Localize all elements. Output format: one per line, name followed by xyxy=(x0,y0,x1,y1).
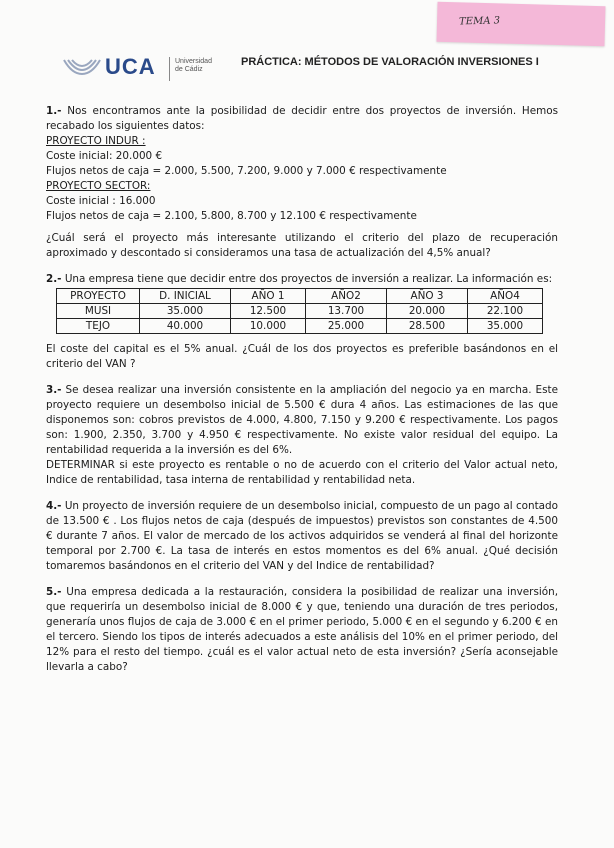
exercise-number: 3.- xyxy=(46,384,62,396)
table-cell: 28.500 xyxy=(387,319,468,334)
uca-emblem-icon xyxy=(62,56,102,76)
table-cell: 12.500 xyxy=(231,304,306,319)
exercise-task: DETERMINAR si este proyecto es rentable o no de acuerdo con el criterio del Valor actual neto, Indice de rentabilidad, tasa interna de rentabilidad y rentabilidad neta. xyxy=(46,459,558,486)
table-header-cell: AÑO 1 xyxy=(231,289,306,304)
table-cell: 10.000 xyxy=(231,319,306,334)
table-header-cell: PROYECTO xyxy=(57,289,140,304)
table-cell: 13.700 xyxy=(306,304,387,319)
table-cell: 35.000 xyxy=(468,319,543,334)
table-cell: MUSI xyxy=(57,304,140,319)
project-2-name: PROYECTO SECTOR: xyxy=(46,180,151,192)
sticky-note-text: TEMA 3 xyxy=(458,15,501,28)
table-cell: 35.000 xyxy=(140,304,231,319)
exercise-3 xyxy=(46,383,558,488)
table-header-cell: AÑO4 xyxy=(468,289,543,304)
table-header-cell: D. INICIAL xyxy=(140,289,231,304)
exercise-text: Un proyecto de inversión requiere de un desembolso inicial, compuesto de un pago al contado de 13.500 € . Los flujos netos de caja (después de impuestos) previstos son constantes de 4.500 € durante 7 años. El valor de mercado de los activos adquiridos se venderá al final del horizonte temporal por 2.700 €. La tasa de interés en estos momentos es del 6% anual. ¿Qué decisión tomaremos basándonos en el criterio del VAN y del Indice de rentabilidad? xyxy=(46,500,558,572)
exercise-1 xyxy=(46,104,558,261)
exercise-number: 5.- xyxy=(46,586,62,598)
exercise-question: El coste del capital es el 5% anual. ¿Cuál de los dos proyectos es preferible basándonos en el criterio del VAN ? xyxy=(46,343,558,370)
exercise-5 xyxy=(46,585,558,675)
table-cell: 40.000 xyxy=(140,319,231,334)
logo-divider xyxy=(169,57,170,81)
sticky-note xyxy=(437,2,606,46)
table-row xyxy=(57,304,543,319)
exercise-number: 4.- xyxy=(46,500,62,512)
exercise-2 xyxy=(46,272,558,372)
exercise-text: Se desea realizar una inversión consistente en la ampliación del negocio ya en marcha. Este proyecto requiere un desembolso inicial de 5.500 € dura 4 años. Las estimaciones de las que disponemos son: cobros previstos de 4.000, 4.800, 7.150 y 9.200 € respectivamente. Los pagos son: 1.900, 2.350, 3.700 y 4.950 € respectivamente. No existe valor residual del equipo. La rentabilidad requerida a la inversión es del 6%. xyxy=(46,384,558,456)
table-row xyxy=(57,319,543,334)
exercise-4 xyxy=(46,499,558,574)
table-header-cell: AÑO 3 xyxy=(387,289,468,304)
table-cell: 20.000 xyxy=(387,304,468,319)
project-2-flows: Flujos netos de caja = 2.100, 5.800, 8.700 y 12.100 € respectivamente xyxy=(46,210,417,222)
project-2-cost: Coste inicial : 16.000 xyxy=(46,195,156,207)
project-1-name: PROYECTO INDUR : xyxy=(46,135,146,147)
table-header-cell: AÑO2 xyxy=(306,289,387,304)
exercise-intro: Una empresa tiene que decidir entre dos proyectos de inversión a realizar. La información es: xyxy=(64,273,553,285)
exercise-text: Una empresa dedicada a la restauración, considera la posibilidad de realizar una inversión, que requeriría un desembolso inicial de 8.000 € y que, teniendo una duración de tres periodos, generaría unos flujos de caja de 3.000 € en el primer periodo, 5.000 € en el segundo y 6.200 € en el tercero. Siendo los tipos de interés adecuados a este análisis del 10% en el primer periodo, del 12% para el resto del tiempo. ¿cuál es el valor actual neto de esta inversión? ¿Sería aconsejable llevarla a cabo? xyxy=(46,586,559,673)
investment-table xyxy=(56,288,543,334)
table-cell: TEJO xyxy=(57,319,140,334)
table-header-row xyxy=(57,289,543,304)
exercise-number: 2.- xyxy=(46,273,62,285)
exercise-intro: Nos encontramos ante la posibilidad de decidir entre dos proyectos de inversión. Hemos recabado los siguientes datos: xyxy=(46,105,559,132)
table-cell: 25.000 xyxy=(306,319,387,334)
logo-wordmark: UCA xyxy=(105,54,156,79)
table-cell: 22.100 xyxy=(468,304,543,319)
exercise-question: ¿Cuál será el proyecto más interesante utilizando el criterio del plazo de recuperación aproximado y descontado si consideramos una tasa de actualización del 4,5% anual? xyxy=(46,232,558,259)
exercise-number: 1.- xyxy=(46,105,62,117)
project-1-flows: Flujos netos de caja = 2.000, 5.500, 7.200, 9.000 y 7.000 € respectivamente xyxy=(46,165,447,177)
project-1-cost: Coste inicial: 20.000 € xyxy=(46,150,163,162)
page-title: PRÁCTICA: MÉTODOS DE VALORACIÓN INVERSIONES I xyxy=(241,56,539,68)
logo-university-name: Universidad de Cádiz xyxy=(175,58,212,73)
document-body xyxy=(46,104,558,675)
